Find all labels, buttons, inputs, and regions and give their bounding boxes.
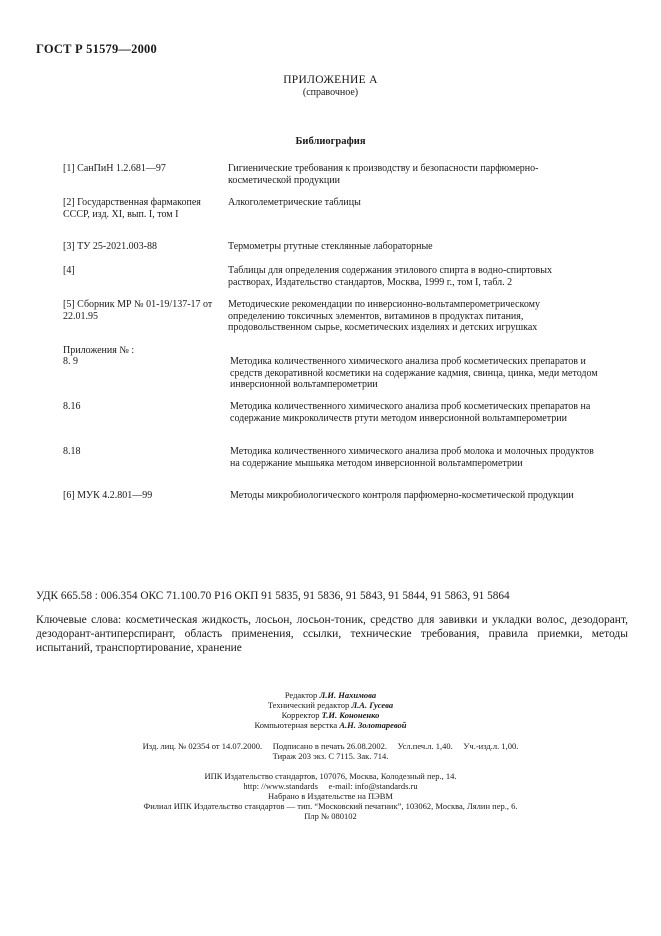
appendix-subtitle: (справочное) bbox=[302, 87, 359, 98]
plr-line: Плр № 080102 bbox=[304, 811, 357, 821]
appendix-text-2: Методика количественного химического анализа проб косметических препаратов на содержание микроколичеств ртути методом инверсионной вольтамперометрии bbox=[230, 401, 591, 424]
bib-text-3: Термометры ртутные стеклянные лабораторные bbox=[228, 241, 433, 252]
bib-text-5: Методические рекомендации по инверсионно-вольтамперометрическому определению токсичных элементов, витаминов в продуктах питания, продовольственном сырье, косметических изделиях и детских игрушках bbox=[228, 299, 540, 333]
appendix-ref-1: 8. 9 bbox=[63, 356, 78, 367]
appendix-ref-2: 8.16 bbox=[63, 401, 81, 412]
appendix-text-1: Методика количественного химического анализа проб косметических препаратов и средств декоративной косметики на содержание кадмия, свинца, цинка, меди методом инверсионной вольтамперометрии bbox=[230, 356, 598, 390]
classification-codes: УДК 665.58 : 006.354 ОКС 71.100.70 Р16 ОКП 91 5835, 91 5836, 91 5843, 91 5844, 91 5863, 91 5864 bbox=[36, 590, 510, 602]
branch-line: Филиал ИПК Издательство стандартов — тип. “Московский печатник”, 103062, Москва, Лялин пер., 6. bbox=[143, 801, 518, 811]
bib-ref-5: [5] Сборник МР № 01-19/137-17 от 22.01.95 bbox=[63, 299, 213, 322]
bib-text-2: Алкоголеметрические таблицы bbox=[228, 197, 361, 208]
bib-text-6: Методы микробиологического контроля парфюмерно-косметической продукции bbox=[230, 490, 574, 501]
editor-line: Редактор Л.И. Нахимова bbox=[284, 690, 377, 700]
bib-ref-3: [3] ТУ 25-2021.003-88 bbox=[63, 241, 158, 252]
imprint-editors bbox=[0, 690, 661, 730]
bib-ref-2: [2] Государственная фармакопея СССР, изд. XI, вып. I, том I bbox=[63, 197, 201, 220]
appendices-label: Приложения № : bbox=[63, 345, 135, 356]
bib-text-1: Гигиенические требования к производству и безопасности парфюмерно-косметической продукции bbox=[228, 163, 539, 186]
appendix-text-3: Методика количественного химического анализа проб молока и молочных продуктов на содержание мышьяка методом инверсионной вольтамперометрии bbox=[230, 446, 594, 469]
keywords: Ключевые слова: косметическая жидкость, лосьон, лосьон-тоник, средство для завивки и укладки волос, дезодорант, дезодорант-антиперспирант, область применения, ссылки, технические требования, правила приемки, методы испытаний, транспортирование, хранение bbox=[36, 614, 628, 654]
layout-line: Компьютерная верстка А.Н. Золотаревой bbox=[254, 720, 407, 730]
bib-text-4: Таблицы для определения содержания этилового спирта в водно-спиртовых растворах, Издательство стандартов, Москва, 1999 г., том I, табл. 2 bbox=[228, 265, 552, 288]
contacts-line: http: //www.standards e-mail: info@standards.ru bbox=[243, 781, 418, 791]
appendix-ref-3: 8.18 bbox=[63, 446, 81, 457]
corrector-line: Корректор Т.И. Кононенко bbox=[281, 710, 380, 720]
bib-ref-1: [1] СанПиН 1.2.681—97 bbox=[63, 163, 166, 174]
standard-number: ГОСТ Р 51579—2000 bbox=[36, 42, 157, 56]
print-run-line: Тираж 203 экз. С 7115. Зак. 714. bbox=[272, 751, 389, 761]
bib-ref-6: [6] МУК 4.2.801—99 bbox=[63, 490, 153, 501]
typeset-line: Набрано в Издательстве на ПЭВМ bbox=[268, 791, 393, 801]
tech-editor-line: Технический редактор Л.А. Гусева bbox=[267, 700, 394, 710]
license-line: Изд. лиц. № 02354 от 14.07.2000. Подписано в печать 26.08.2002. Усл.печ.л. 1,40. Уч.-изд.л. 1,00. bbox=[142, 741, 519, 751]
publisher-line: ИПК Издательство стандартов, 107076, Москва, Колодезный пер., 14. bbox=[204, 771, 457, 781]
appendix-title: ПРИЛОЖЕНИЕ А bbox=[283, 74, 378, 86]
bib-ref-4: [4] bbox=[63, 265, 75, 276]
bibliography-title: Библиография bbox=[295, 136, 366, 147]
